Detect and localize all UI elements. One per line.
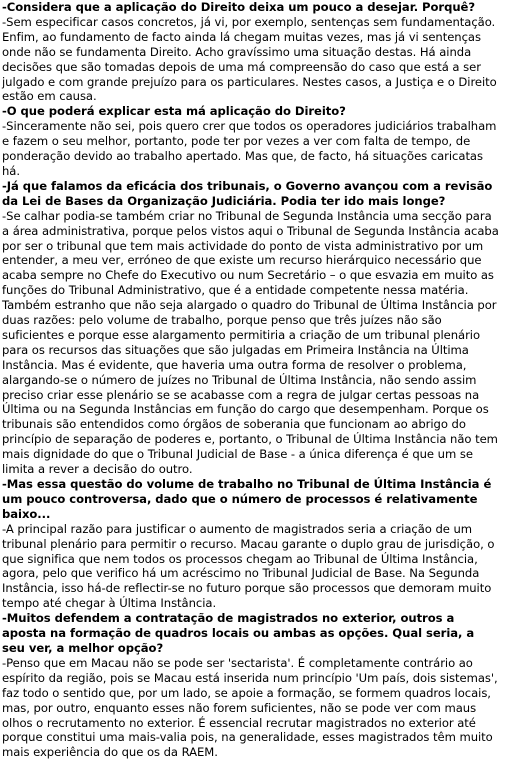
interview-answer: -Sem especificar casos concretos, já vi, por exemplo, sentenças sem fundamentação. Enfim, ao fundamento de facto ainda lá chegam muitas vezes, mas já vi sentenças onde não se fundamenta Direito. Acho gravíssimo uma situação destas. Há ainda decisões que são tomadas depois de uma má compreensão do caso que está a ser julgado e com grande prejuízo para os particulares. Nestes casos, a Justiça e o Direito estão em causa.	[2, 14, 497, 104]
interview-question: -Muitos defendem a contratação de magistrados no exterior, outros a aposta na formação de quadros locais ou ambas as opções. Qual seria, a seu ver, a melhor opção?	[2, 611, 475, 655]
interview-question: -Já que falamos da eficácia dos tribunais, o Governo avançou com a revisão da Lei de Bases da Organização Judiciária. Podia ter ido mais longe?	[2, 178, 493, 208]
interview-answer: -A principal razão para justificar o aumento de magistrados seria a criação de um tribunal plenário para permitir o recurso. Macau garante o duplo grau de jurisdição, o que significa que nem todos os processos chegam ao Tribunal de Última Instância, agora, pelo que verifico há um acréscimo no Tribunal Judicial de Base. Na Segunda Instância, isso há-de reflectir-se no futuro porque são processos que demoram muito tempo até chegar à Última Instância.	[2, 521, 495, 611]
interview-answer: -Se calhar podia-se também criar no Tribunal de Segunda Instância uma secção para a área administrativa, porque pelos vistos aqui o Tribunal de Segunda Instância acaba por ser o tribunal que tem mais actividade do ponto de vista administrativo por um entender, a meu ver, erróneo de que existe um recurso hierárquico necessário que acaba sempre no Chefe do Executivo ou num Secretário – o que esvazia em muito as funções do Tribunal Administrativo, que é a entidade competente nessa matéria. Também estranho que não seja alargado o quadro do Tribunal de Última Instância por duas razões: pelo volume de trabalho, porque penso que três juízes não são suficientes e porque esse alargamento permitiria a criação de um tribunal plenário para os recursos das situações que são julgadas em Primeira Instância na Última Instância. Mas é evidente, que haveria uma outra forma de resolver o problema, alargando-se o número de juízes no Tribunal de Última Instância, não sendo assim preciso criar esse plenário se se acabasse com a regra de julgar certas pessoas na Última ou na Segunda Instâncias em função do cargo que desempenham. Porque os tribunais são entendidos como órgãos de soberania que funcionam ao abrigo do princípio de separação de poderes e, portanto, o Tribunal de Última Instância não tem mais dignidade do que o Tribunal Judicial de Base - a única diferença é que um se limita a rever a decisão do outro.	[2, 208, 499, 477]
interview-question: -Mas essa questão do volume de trabalho no Tribunal de Última Instância é um pouco controversa, dado que o número de processos é relativamente baixo...	[2, 477, 492, 521]
interview-question: -Considera que a aplicação do Direito deixa um pouco a desejar. Porquê?	[2, 0, 476, 14]
interview-answer: -Penso que em Macau não se pode ser 'sectarista'. É completamente contrário ao espírito da região, pois se Macau está inserida num princípio 'Um país, dois sistemas', faz todo o sentido que, por um lado, se apoie a formação, se formem quadros locais, mas, por outro, enquanto esses não forem suficientes, não se pode ver com maus olhos o recrutamento no exterior. É essencial recrutar magistrados no exterior até porque constitui uma mais-valia pois, na generalidade, esses magistrados têm muito mais experiência do que os da RAEM.	[2, 655, 498, 760]
interview-answer: -Sinceramente não sei, pois quero crer que todos os operadores judiciários trabalham e fazem o seu melhor, portanto, pode ter por vezes a ver com falta de tempo, de ponderação devido ao trabalho apertado. Mas que, de facto, há situações caricatas há.	[2, 119, 497, 178]
interview-question: -O que poderá explicar esta má aplicação do Direito?	[2, 104, 346, 119]
